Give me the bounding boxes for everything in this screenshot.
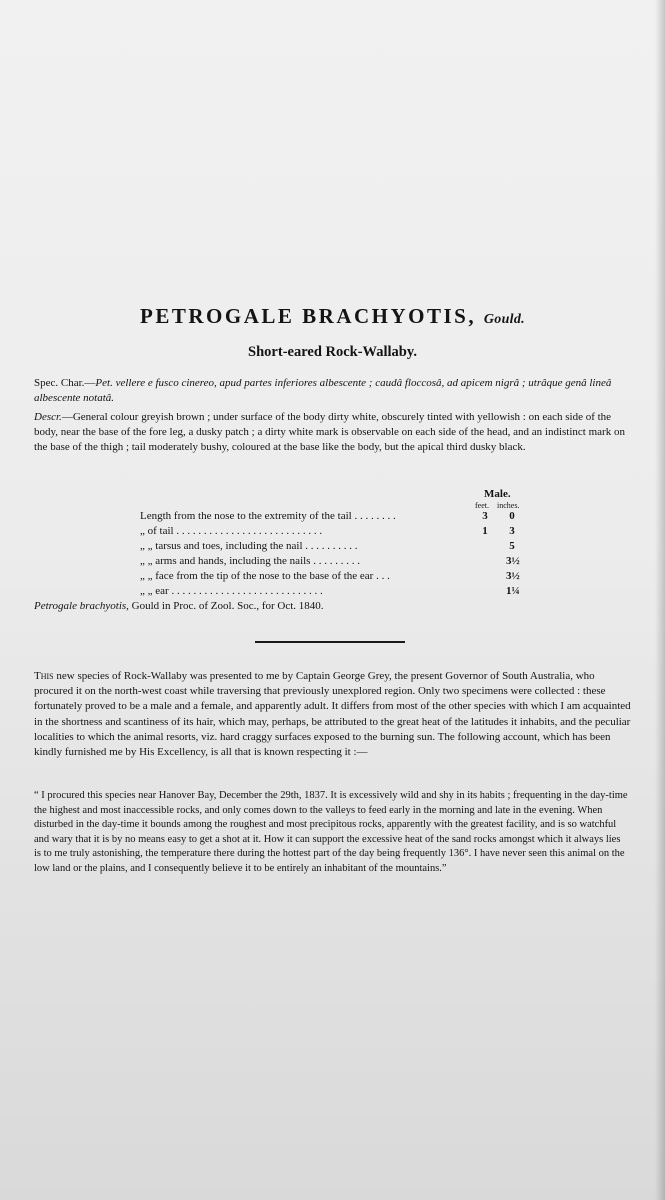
measurement-row	[140, 585, 540, 600]
measurement-label: „ of tail . . . . . . . . . . . . . . . . . . . . . . . . . . .	[140, 525, 323, 537]
measurement-label: „ „ tarsus and toes, including the nail . . . . . . . . . .	[140, 540, 358, 552]
measurement-label: Length from the nose to the extremity of the tail . . . . . . . .	[140, 510, 396, 522]
reference-rest: Gould in Proc. of Zool. Soc., for Oct. 1840.	[128, 600, 324, 612]
body-text: new species of Rock-Wallaby was presented to me by Captain George Grey, the present Governor of South Australia, who procured it on the north-west coast while traversing that previously unexplored region. Only two specimens were collected : these fortunately proved to be a male and a female, and apparently adult. It differs from most of the other species with which I am acquainted in the shortness and scantiness of its hair, which may, perhaps, be attributed to the great heat of the latitudes it inhabits, and the peculiar localities to which the animal resorts, viz. hard craggy surfaces exposed to the burning sun. The following account, which has been kindly furnished me by His Excellency, is all that is known respecting it :—	[34, 670, 631, 759]
common-name-subtitle: Short-eared Rock-Wallaby.	[248, 344, 417, 360]
measurement-row	[140, 525, 540, 540]
measurement-row	[140, 570, 540, 585]
measurement-inches: 3½	[506, 555, 520, 567]
descr-lead: Descr.	[34, 411, 62, 423]
unit-inches-label: inches.	[497, 501, 520, 510]
spec-char-lead: Spec. Char.—	[34, 377, 96, 389]
body-first-word: This	[34, 670, 54, 682]
unit-feet-label: feet.	[475, 501, 489, 510]
measurement-inches: 5	[509, 540, 515, 552]
section-divider	[255, 641, 405, 643]
measurement-inches: 0	[509, 510, 515, 522]
spec-char-text: Pet. vellere e fusco cinereo, apud partes inferiores albescente ; caudâ floccosâ, ad apicem nigrâ ; utrâque genâ lineâ albescente notatâ.	[34, 377, 612, 405]
measurement-row	[140, 510, 540, 525]
measurement-feet: 1	[482, 525, 488, 537]
measurement-label: „ „ face from the tip of the nose to the base of the ear . . .	[140, 570, 390, 582]
measurement-row	[140, 555, 540, 570]
measurement-label: „ „ arms and hands, including the nails . . . . . . . . .	[140, 555, 360, 567]
spec-char-paragraph	[34, 376, 634, 406]
measurement-label: „ „ ear . . . . . . . . . . . . . . . . . . . . . . . . . . . .	[140, 585, 323, 597]
page-edge-shadow	[655, 0, 665, 1200]
species-title-name: PETROGALE BRACHYOTIS,	[140, 304, 477, 328]
description-paragraph	[34, 410, 634, 456]
reference-italic: Petrogale brachyotis,	[34, 600, 129, 612]
measurement-feet: 3	[482, 510, 488, 522]
literature-reference	[34, 600, 324, 612]
descr-text: —General colour greyish brown ; under surface of the body dirty white, obscurely tinted with yellowish : on each side of the body, near the base of the fore leg, a dusky patch ; a dirty white mark is observable on each side of the head, and an indistinct mark on the base of the thigh ; tail moderately bushy, coloured at the base like the body, but the apical third dusky black.	[34, 411, 625, 454]
body-paragraph	[34, 669, 634, 760]
measurement-inches: 3½	[506, 570, 520, 582]
measurement-row	[140, 540, 540, 555]
measurement-inches: 1¼	[506, 585, 520, 597]
quoted-account: “ I procured this species near Hanover Bay, December the 29th, 1837. It is excessively wild and shy in its habits ; frequenting in the day-time the highest and most inaccessible rocks, and only comes down to the valleys to feed early in the morning and late in the evening. When disturbed in the day-time it bounds among the roughest and most precipitous rocks, apparently with the greatest facility, and is so watchful and wary that it is by no means easy to get a shot at it. How it can support the excessive heat of the sand rocks amongst which it always lies is to me truly astonishing, the temperature there during the hottest part of the day being frequently 136°. I have never seen this animal on the low land or the plains, and I consequently believe it to be entirely an inhabitant of the mountains.”	[34, 790, 628, 874]
species-title	[0, 304, 665, 329]
measurement-inches: 3	[509, 525, 515, 537]
species-author: Gould.	[483, 312, 525, 327]
measurements-header: Male.	[484, 488, 511, 500]
